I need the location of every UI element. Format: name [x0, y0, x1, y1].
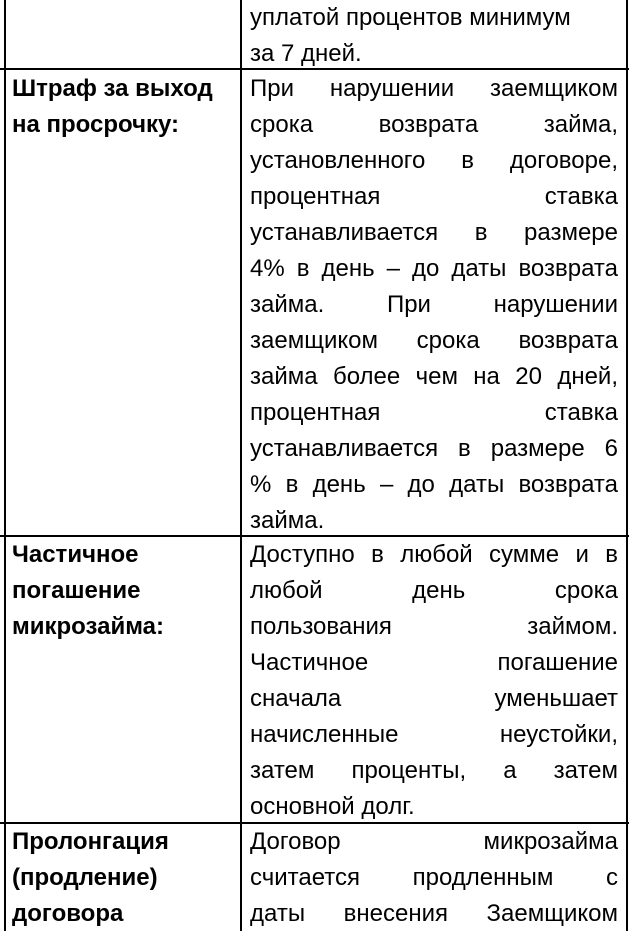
- table-border-left: [4, 0, 6, 931]
- label-line: на просрочку:: [12, 111, 180, 138]
- value-line: займа.: [250, 507, 325, 534]
- value-line: Договор микрозайма: [250, 828, 618, 855]
- table-row-3-label: [12, 824, 242, 931]
- label-line: (продление): [12, 864, 158, 891]
- value-line: заемщиком срока возврата: [250, 327, 618, 354]
- value-line: займа. При нарушении: [250, 291, 618, 318]
- value-line: считается продленным с: [250, 864, 618, 891]
- value-line: начисленные неустойки,: [250, 721, 618, 748]
- value-line: % в день – до даты возврата: [250, 471, 618, 498]
- value-line: При нарушении заемщиком: [250, 75, 618, 102]
- value-line: Частичное погашение: [250, 649, 618, 676]
- table-row-1-label: [12, 71, 242, 143]
- value-line: затем проценты, а затем: [250, 757, 618, 784]
- value-line: уплатой процентов минимум: [250, 4, 571, 31]
- value-line: Доступно в любой сумме и в: [250, 541, 618, 568]
- table-row-2-value: [250, 537, 618, 825]
- table-border-right: [626, 0, 628, 931]
- table-row-3-value: [250, 824, 618, 931]
- value-line: устанавливается в размере 6: [250, 435, 618, 462]
- value-line: пользования займом.: [250, 613, 618, 640]
- value-line: 4% в день – до даты возврата: [250, 255, 618, 282]
- label-line: Пролонгация: [12, 828, 169, 855]
- value-line: процентная ставка: [250, 399, 618, 426]
- value-line: за 7 дней.: [250, 40, 362, 67]
- value-line: процентная ставка: [250, 183, 618, 210]
- label-line: погашение: [12, 577, 141, 604]
- table-row-0-value: [250, 0, 618, 72]
- value-line: любой день срока: [250, 577, 618, 604]
- label-line: договора: [12, 900, 124, 927]
- value-line: срока возврата займа,: [250, 111, 618, 138]
- value-line: сначала уменьшает: [250, 685, 618, 712]
- label-line: микрозайма:: [12, 613, 165, 640]
- value-line: займа более чем на 20 дней,: [250, 363, 618, 390]
- label-line: Штраф за выход: [12, 75, 213, 102]
- label-line: Частичное: [12, 541, 139, 568]
- value-line: установленного в договоре,: [250, 147, 618, 174]
- table-row-1-value: [250, 71, 618, 539]
- value-line: устанавливается в размере: [250, 219, 618, 246]
- value-line: даты внесения Заемщиком: [250, 900, 618, 927]
- value-line: основной долг.: [250, 793, 415, 820]
- table-row-2-label: [12, 537, 242, 645]
